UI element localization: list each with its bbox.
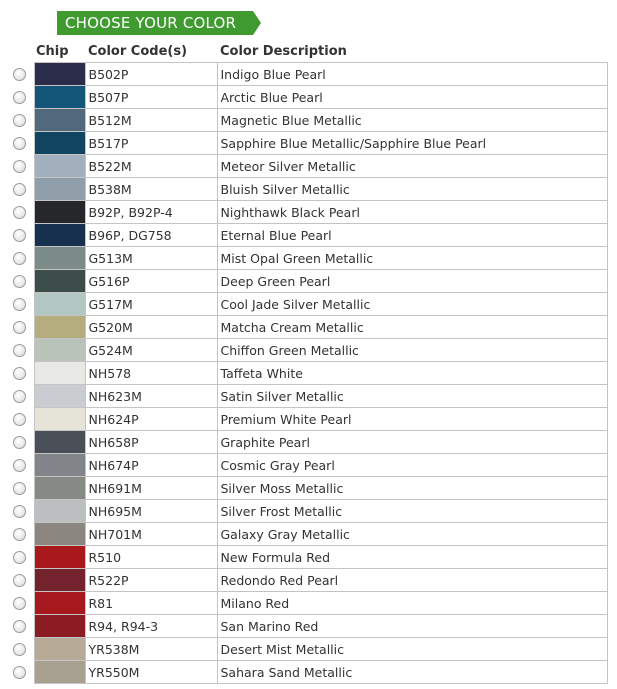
color-radio-cell <box>5 592 34 615</box>
table-row[interactable] <box>5 569 607 592</box>
table-row[interactable] <box>5 546 607 569</box>
color-chip-cell <box>34 661 85 684</box>
color-code: G517M <box>85 293 217 316</box>
color-chip-cell <box>34 500 85 523</box>
color-chip-swatch <box>35 63 85 85</box>
table-row[interactable] <box>5 178 607 201</box>
color-radio-button[interactable] <box>13 321 26 334</box>
color-chip-swatch <box>35 109 85 131</box>
color-radio-button[interactable] <box>13 137 26 150</box>
color-chip-cell <box>34 454 85 477</box>
table-row[interactable] <box>5 201 607 224</box>
table-row[interactable] <box>5 109 607 132</box>
color-chip-swatch <box>35 546 85 568</box>
color-rows <box>5 63 607 684</box>
color-code: NH658P <box>85 431 217 454</box>
table-row[interactable] <box>5 86 607 109</box>
color-code: B92P, B92P-4 <box>85 201 217 224</box>
table-row[interactable] <box>5 454 607 477</box>
color-description: Taffeta White <box>217 362 607 385</box>
color-radio-cell <box>5 615 34 638</box>
color-chip-swatch <box>35 132 85 154</box>
color-code: R81 <box>85 592 217 615</box>
color-chip-cell <box>34 178 85 201</box>
color-description: Chiffon Green Metallic <box>217 339 607 362</box>
color-radio-cell <box>5 661 34 684</box>
color-chip-cell <box>34 316 85 339</box>
color-description: Sahara Sand Metallic <box>217 661 607 684</box>
color-chip-swatch <box>35 224 85 246</box>
color-code: NH695M <box>85 500 217 523</box>
color-code: B512M <box>85 109 217 132</box>
choose-color-banner <box>57 11 253 35</box>
color-radio-button[interactable] <box>13 252 26 265</box>
table-row[interactable] <box>5 63 607 86</box>
color-radio-button[interactable] <box>13 620 26 633</box>
color-code: R510 <box>85 546 217 569</box>
color-radio-cell <box>5 477 34 500</box>
color-chip-cell <box>34 592 85 615</box>
color-radio-button[interactable] <box>13 482 26 495</box>
table-row[interactable] <box>5 316 607 339</box>
color-chip-cell <box>34 615 85 638</box>
color-code: R94, R94-3 <box>85 615 217 638</box>
color-radio-button[interactable] <box>13 666 26 679</box>
color-description: Matcha Cream Metallic <box>217 316 607 339</box>
color-chip-cell <box>34 638 85 661</box>
color-code: G524M <box>85 339 217 362</box>
table-row[interactable] <box>5 592 607 615</box>
color-chip-cell <box>34 155 85 178</box>
color-chip-swatch <box>35 86 85 108</box>
color-code: B507P <box>85 86 217 109</box>
color-radio-cell <box>5 546 34 569</box>
color-chip-cell <box>34 63 85 86</box>
color-code: NH624P <box>85 408 217 431</box>
color-chip-cell <box>34 523 85 546</box>
color-chip-cell <box>34 546 85 569</box>
color-radio-cell <box>5 63 34 86</box>
color-description: Arctic Blue Pearl <box>217 86 607 109</box>
color-radio-button[interactable] <box>13 505 26 518</box>
color-chip-cell <box>34 86 85 109</box>
color-chip-cell <box>34 132 85 155</box>
color-chip-cell <box>34 270 85 293</box>
color-radio-button[interactable] <box>13 160 26 173</box>
color-chip-cell <box>34 569 85 592</box>
color-chip-swatch <box>35 569 85 591</box>
color-chip-swatch <box>35 178 85 200</box>
color-chip-swatch <box>35 339 85 361</box>
color-radio-button[interactable] <box>13 643 26 656</box>
color-code: B502P <box>85 63 217 86</box>
color-chip-cell <box>34 385 85 408</box>
table-row[interactable] <box>5 638 607 661</box>
color-radio-cell <box>5 339 34 362</box>
color-radio-button[interactable] <box>13 459 26 472</box>
color-chip-cell <box>34 431 85 454</box>
table-row[interactable] <box>5 247 607 270</box>
table-row[interactable] <box>5 431 607 454</box>
color-radio-cell <box>5 408 34 431</box>
table-row[interactable] <box>5 362 607 385</box>
table-row[interactable] <box>5 615 607 638</box>
color-description: Indigo Blue Pearl <box>217 63 607 86</box>
color-chip-swatch <box>35 615 85 637</box>
color-description: Graphite Pearl <box>217 431 607 454</box>
color-chip-swatch <box>35 454 85 476</box>
color-radio-button[interactable] <box>13 597 26 610</box>
color-description: Milano Red <box>217 592 607 615</box>
color-radio-cell <box>5 362 34 385</box>
color-description: Nighthawk Black Pearl <box>217 201 607 224</box>
table-row[interactable] <box>5 224 607 247</box>
color-code: YR550M <box>85 661 217 684</box>
color-radio-cell <box>5 385 34 408</box>
color-radio-button[interactable] <box>13 68 26 81</box>
color-chip-cell <box>34 293 85 316</box>
color-description: Sapphire Blue Metallic/Sapphire Blue Pearl <box>217 132 607 155</box>
color-description: Satin Silver Metallic <box>217 385 607 408</box>
color-radio-button[interactable] <box>13 206 26 219</box>
color-description: Bluish Silver Metallic <box>217 178 607 201</box>
color-chip-swatch <box>35 270 85 292</box>
color-chip-swatch <box>35 431 85 453</box>
color-code: B517P <box>85 132 217 155</box>
color-radio-button[interactable] <box>13 367 26 380</box>
table-row[interactable] <box>5 155 607 178</box>
color-chip-cell <box>34 201 85 224</box>
color-chip-swatch <box>35 638 85 660</box>
table-row[interactable] <box>5 293 607 316</box>
color-chip-cell <box>34 362 85 385</box>
color-code: B538M <box>85 178 217 201</box>
color-description: San Marino Red <box>217 615 607 638</box>
color-radio-cell <box>5 569 34 592</box>
header-chip: Chip <box>36 43 69 59</box>
color-radio-cell <box>5 500 34 523</box>
color-description: Deep Green Pearl <box>217 270 607 293</box>
color-code: NH623M <box>85 385 217 408</box>
color-code: NH691M <box>85 477 217 500</box>
color-description: New Formula Red <box>217 546 607 569</box>
color-radio-cell <box>5 293 34 316</box>
color-radio-button[interactable] <box>13 229 26 242</box>
table-row[interactable] <box>5 500 607 523</box>
color-radio-button[interactable] <box>13 91 26 104</box>
color-description: Magnetic Blue Metallic <box>217 109 607 132</box>
color-description: Silver Frost Metallic <box>217 500 607 523</box>
color-chip-cell <box>34 339 85 362</box>
header-color-code: Color Code(s) <box>88 43 188 59</box>
color-chip-swatch <box>35 247 85 269</box>
color-radio-cell <box>5 316 34 339</box>
table-header-row <box>5 40 607 63</box>
color-chip-swatch <box>35 385 85 407</box>
color-radio-cell <box>5 247 34 270</box>
color-radio-cell <box>5 224 34 247</box>
color-radio-button[interactable] <box>13 344 26 357</box>
color-code: YR538M <box>85 638 217 661</box>
color-radio-cell <box>5 132 34 155</box>
color-description: Cool Jade Silver Metallic <box>217 293 607 316</box>
color-description: Desert Mist Metallic <box>217 638 607 661</box>
color-chip-swatch <box>35 592 85 614</box>
color-chip-cell <box>34 247 85 270</box>
color-description: Silver Moss Metallic <box>217 477 607 500</box>
color-radio-cell <box>5 201 34 224</box>
header-color-description: Color Description <box>220 43 347 59</box>
color-radio-cell <box>5 155 34 178</box>
color-chip-swatch <box>35 408 85 430</box>
color-radio-cell <box>5 454 34 477</box>
color-chip-swatch <box>35 477 85 499</box>
color-chip-cell <box>34 408 85 431</box>
color-radio-button[interactable] <box>13 551 26 564</box>
color-code: G520M <box>85 316 217 339</box>
color-description: Galaxy Gray Metallic <box>217 523 607 546</box>
color-chip-swatch <box>35 362 85 384</box>
table-row[interactable] <box>5 385 607 408</box>
color-code: R522P <box>85 569 217 592</box>
color-code: B522M <box>85 155 217 178</box>
table-row[interactable] <box>5 339 607 362</box>
color-radio-cell <box>5 178 34 201</box>
color-chip-swatch <box>35 523 85 545</box>
color-radio-button[interactable] <box>13 390 26 403</box>
color-chip-cell <box>34 224 85 247</box>
color-radio-button[interactable] <box>13 183 26 196</box>
color-chip-cell <box>34 109 85 132</box>
color-radio-button[interactable] <box>13 413 26 426</box>
color-code: NH701M <box>85 523 217 546</box>
color-radio-button[interactable] <box>13 574 26 587</box>
color-chip-swatch <box>35 201 85 223</box>
table-row[interactable] <box>5 132 607 155</box>
color-radio-cell <box>5 431 34 454</box>
color-chip-swatch <box>35 661 85 683</box>
color-radio-cell <box>5 523 34 546</box>
color-radio-cell <box>5 638 34 661</box>
color-radio-button[interactable] <box>13 528 26 541</box>
banner-title: CHOOSE YOUR COLOR <box>65 14 237 32</box>
color-description: Eternal Blue Pearl <box>217 224 607 247</box>
color-radio-cell <box>5 270 34 293</box>
color-radio-button[interactable] <box>13 298 26 311</box>
color-radio-button[interactable] <box>13 114 26 127</box>
color-chip-swatch <box>35 316 85 338</box>
table-row[interactable] <box>5 523 607 546</box>
color-description: Mist Opal Green Metallic <box>217 247 607 270</box>
table-row[interactable] <box>5 270 607 293</box>
color-radio-button[interactable] <box>13 275 26 288</box>
color-code: B96P, DG758 <box>85 224 217 247</box>
color-description: Meteor Silver Metallic <box>217 155 607 178</box>
color-code: NH578 <box>85 362 217 385</box>
color-radio-cell <box>5 86 34 109</box>
color-radio-cell <box>5 109 34 132</box>
color-table <box>5 40 608 684</box>
color-radio-button[interactable] <box>13 436 26 449</box>
color-code: NH674P <box>85 454 217 477</box>
color-chip-swatch <box>35 500 85 522</box>
color-chip-swatch <box>35 155 85 177</box>
table-row[interactable] <box>5 408 607 431</box>
color-chip-cell <box>34 477 85 500</box>
table-row[interactable] <box>5 477 607 500</box>
color-description: Premium White Pearl <box>217 408 607 431</box>
color-code: G513M <box>85 247 217 270</box>
color-description: Cosmic Gray Pearl <box>217 454 607 477</box>
table-row[interactable] <box>5 661 607 684</box>
color-chip-swatch <box>35 293 85 315</box>
color-description: Redondo Red Pearl <box>217 569 607 592</box>
color-code: G516P <box>85 270 217 293</box>
